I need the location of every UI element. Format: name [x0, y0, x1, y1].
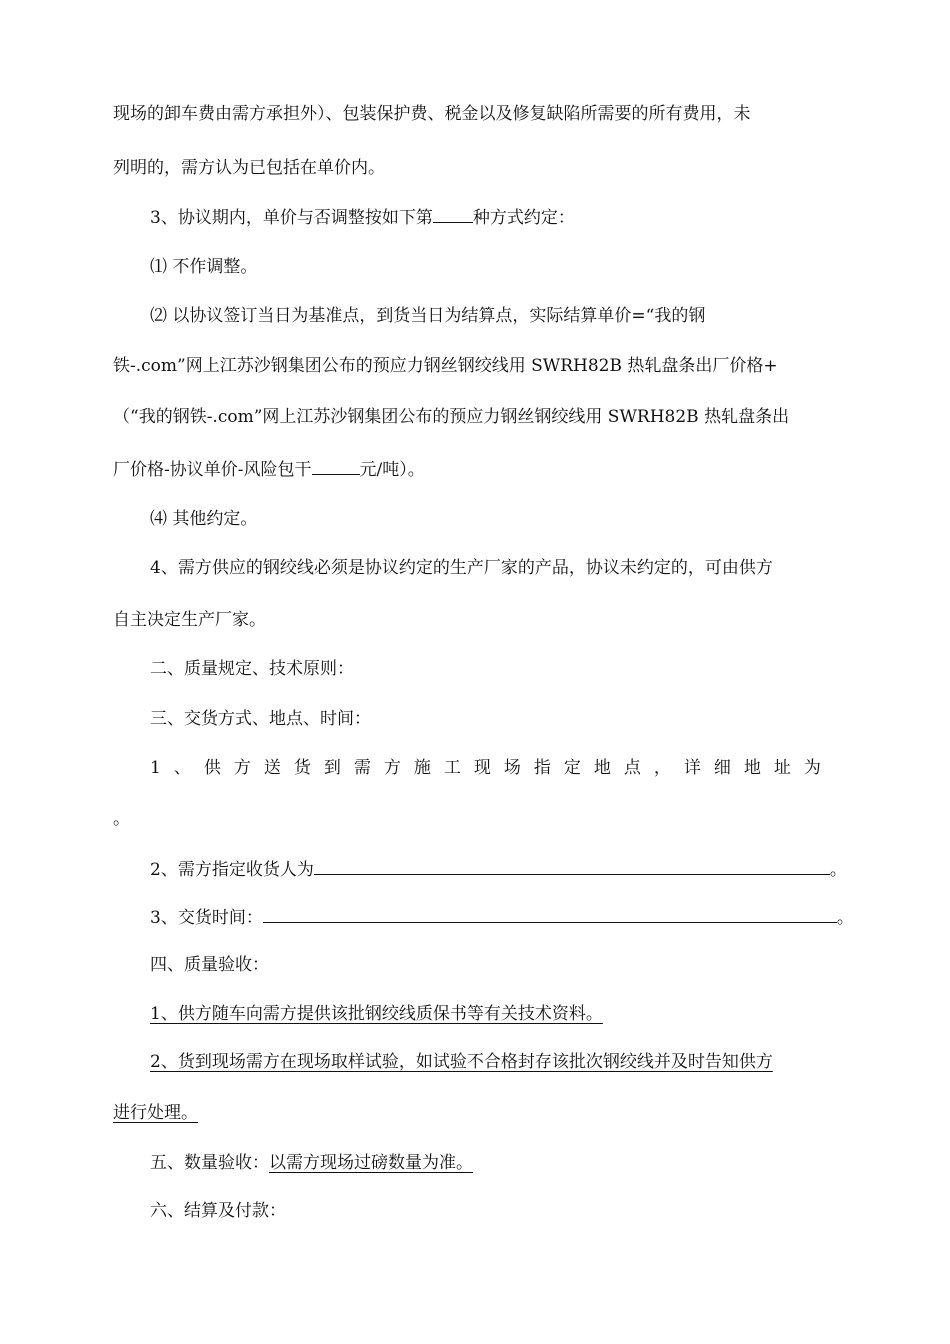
receiver-blank-field [314, 857, 830, 875]
clause-3-text-end: 种方式约定： [472, 208, 575, 228]
blank-field [312, 457, 360, 475]
option-1-line: ⑴ 不作调整。 [150, 257, 258, 277]
quantity-heading-line [113, 1151, 890, 1175]
delivery-time-blank-field [263, 905, 837, 923]
price-formula-line [113, 457, 853, 482]
quality-clause-2-cont: 进行处理。 [113, 1103, 198, 1123]
delivery-time-label: 3、交货时间： [150, 908, 263, 928]
blank-field [433, 205, 473, 223]
paragraph-line: 列明的，需方认为已包括在单价内。 [113, 158, 385, 178]
section-heading: 三、交货方式、地点、时间： [150, 709, 371, 729]
section-heading: 二、质量规定、技术原则： [150, 659, 354, 679]
paragraph-line: 自主决定生产厂家。 [113, 610, 266, 630]
clause-4-line: 4、需方供应的钢绞线必须是协议约定的生产厂家的产品，协议未约定的，可由供方 [150, 558, 773, 578]
price-formula-text-end: 元/吨）。 [359, 460, 425, 480]
paragraph-line: （“我的钢铁-.com”网上江苏沙钢集团公布的预应力钢丝钢绞线用 SWRH82B 热轧盘条出 [113, 407, 790, 427]
paragraph-line: 。 [113, 809, 130, 829]
receiver-end: 。 [829, 860, 847, 880]
receiver-line [113, 857, 890, 882]
delivery-time-line [113, 905, 890, 930]
quantity-rule: 以需方现场过磅数量为准。 [269, 1153, 473, 1173]
price-formula-text: 厂价格-协议单价-风险包干 [113, 460, 312, 480]
section-heading: 四、质量验收： [150, 955, 269, 975]
delivery-address-line: 1、供方送货到需方施工现场指定地点，详细地址为 [150, 758, 834, 778]
quantity-heading: 五、数量验收： [150, 1153, 269, 1173]
option-2-line: ⑵ 以协议签订当日为基准点，到货当日为结算点，实际结算单价=“我的钢 [150, 306, 706, 326]
clause-3-line [113, 205, 890, 230]
receiver-label: 2、需方指定收货人为 [150, 860, 314, 880]
option-4-line: ⑷ 其他约定。 [150, 509, 258, 529]
delivery-time-end: 。 [836, 908, 854, 928]
clause-3-text: 3、协议期内，单价与否调整按如下第 [150, 208, 433, 228]
quality-clause-2: 2、货到现场需方在现场取样试验，如试验不合格封存该批次钢绞线并及时告知供方 [150, 1052, 773, 1072]
paragraph-line: 铁-.com”网上江苏沙钢集团公布的预应力钢丝钢绞线用 SWRH82B 热轧盘条出厂价格+ [113, 356, 778, 376]
paragraph-line: 现场的卸车费由需方承担外）、包装保护费、税金以及修复缺陷所需要的所有费用，未 [113, 104, 751, 124]
quality-clause-1: 1、供方随车向需方提供该批钢绞线质保书等有关技术资料。 [150, 1004, 603, 1024]
section-heading: 六、结算及付款： [150, 1201, 286, 1221]
